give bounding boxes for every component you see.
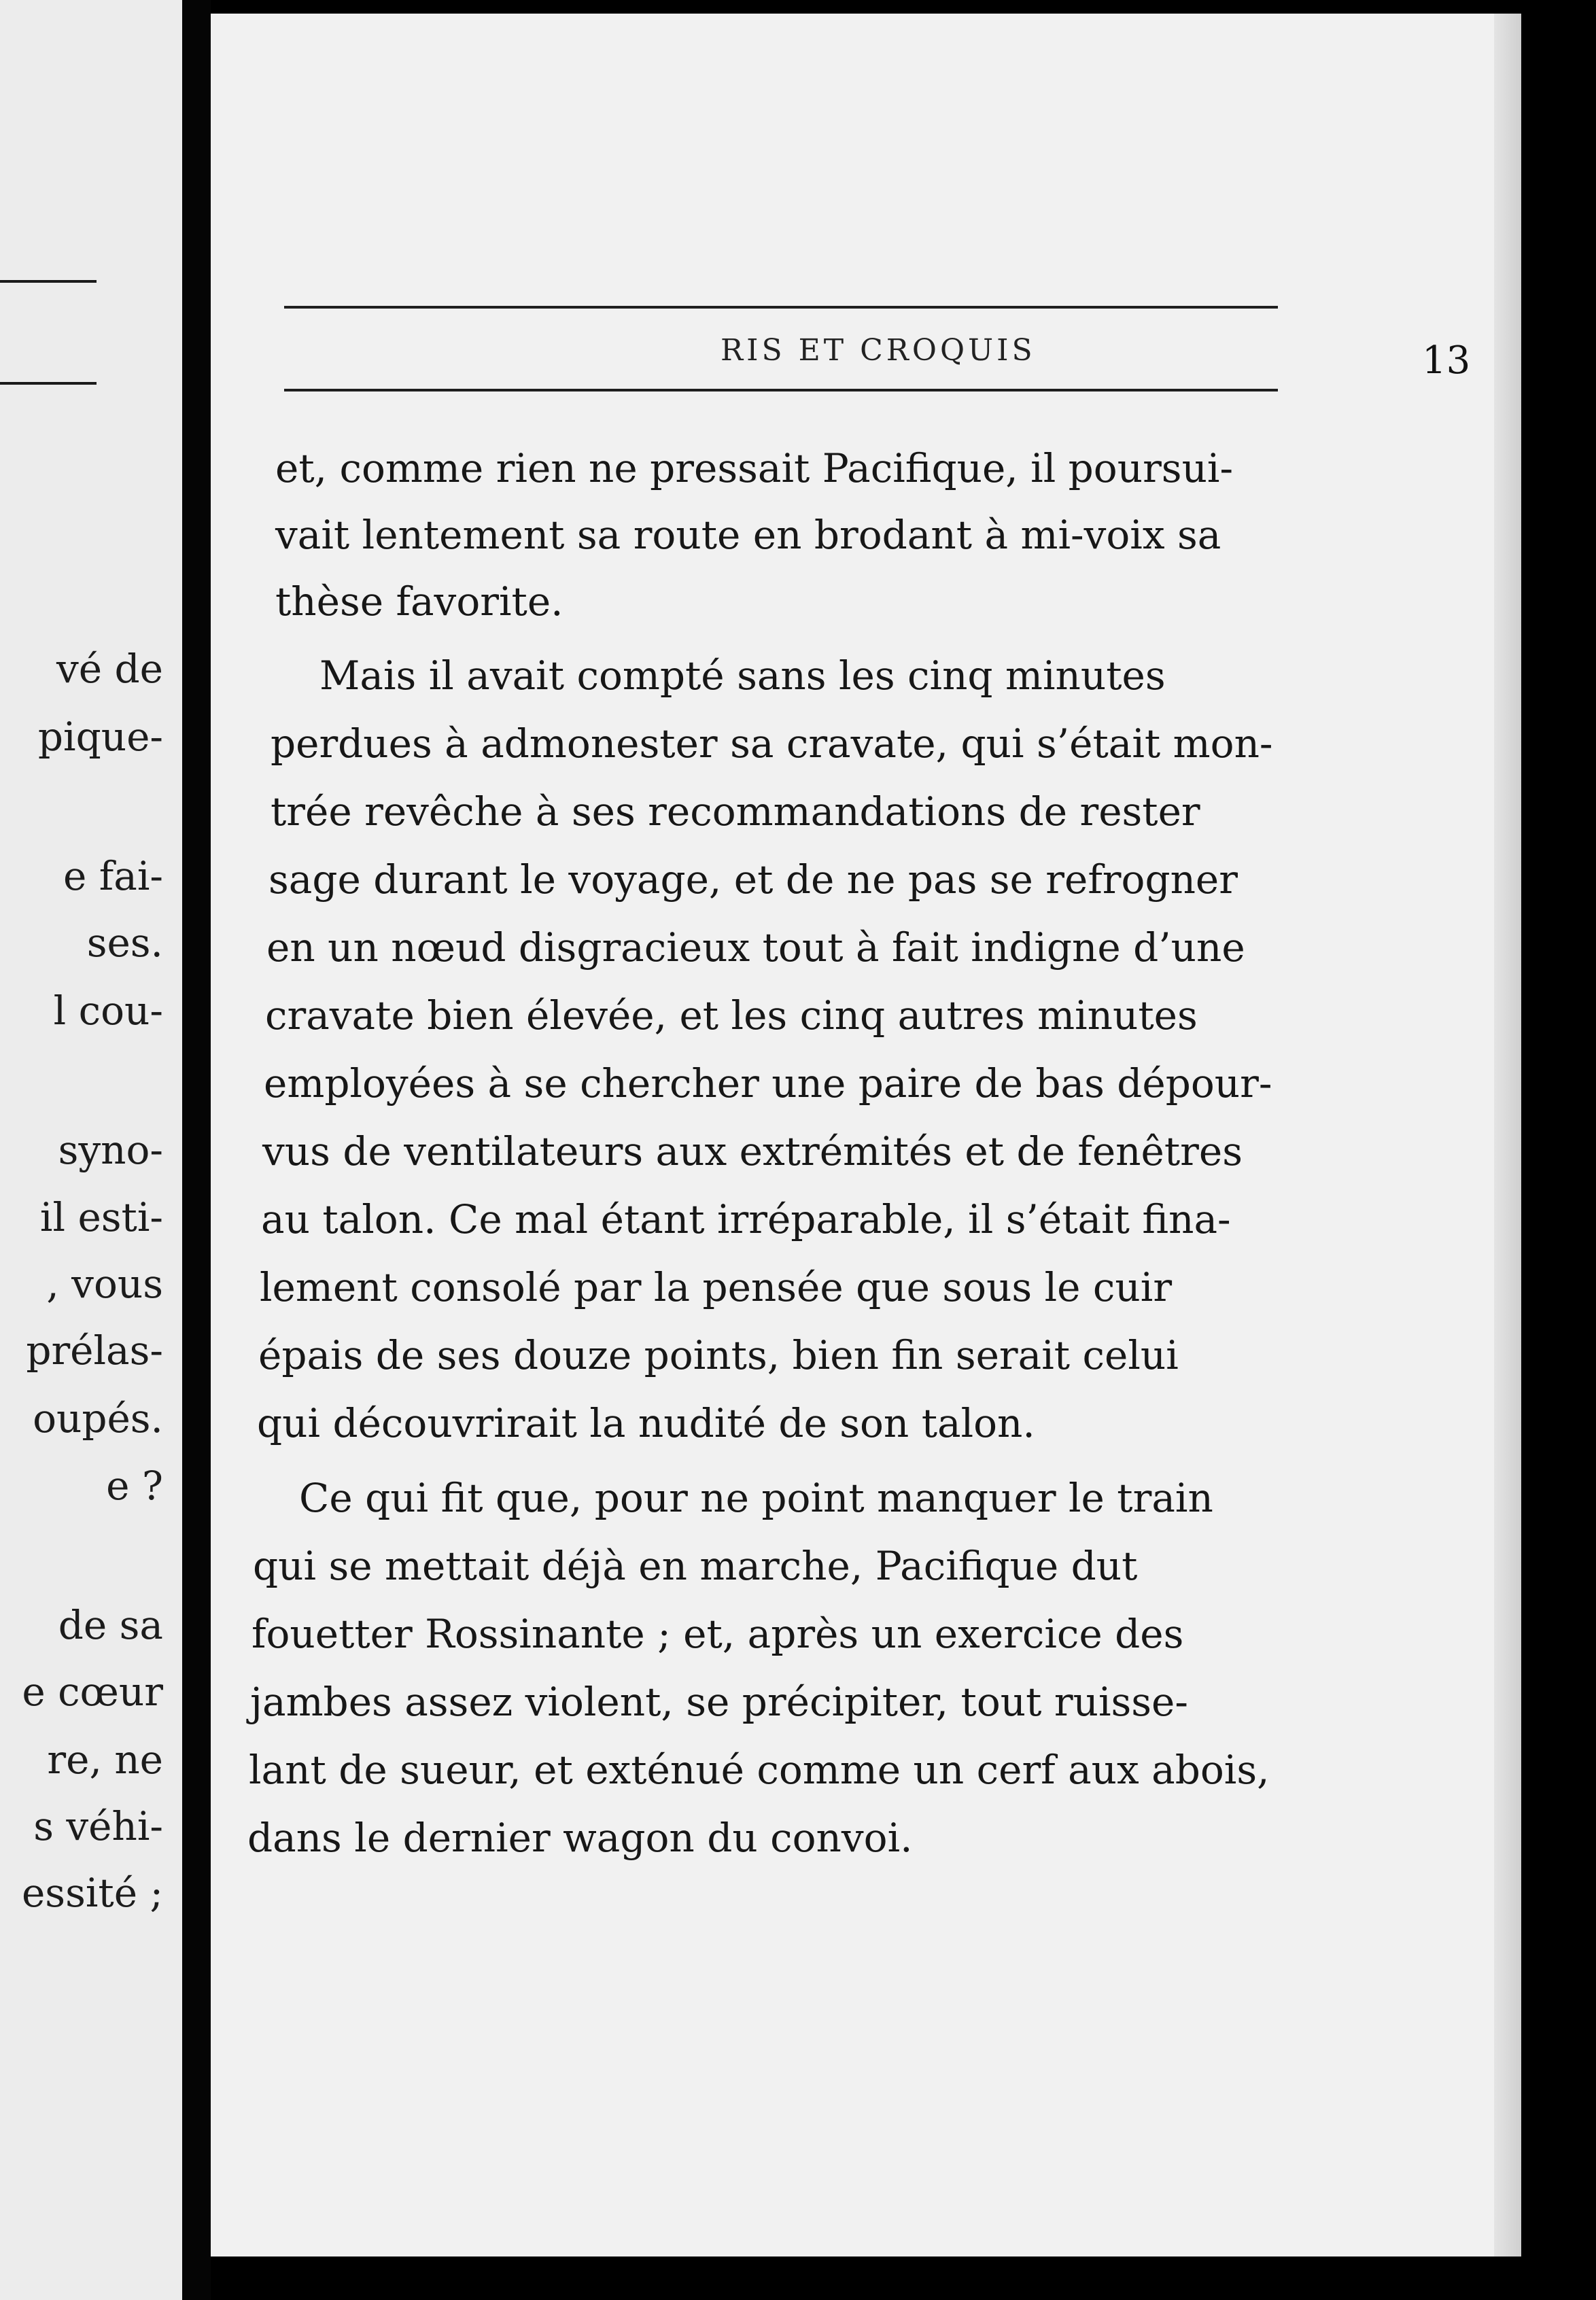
text-line: qui se mettait déjà en marche, Pacifique dut (253, 1543, 1138, 1589)
text-line: thèse favorite. (275, 578, 563, 625)
text-line: lement consolé par la pensée que sous le cuir (260, 1264, 1173, 1310)
text-line: perdues à admonester sa cravate, qui s’était mon- (271, 720, 1273, 767)
previous-page-line: de sa (58, 1602, 163, 1648)
header-bottom-rule (284, 389, 1278, 391)
previous-page-line: syno- (58, 1127, 163, 1173)
previous-page-line: e ? (106, 1463, 163, 1509)
text-line: dans le dernier wagon du convoi. (247, 1815, 913, 1861)
previous-page-line: oupés. (33, 1395, 163, 1442)
text-line: employées à se chercher une paire de bas dépour- (264, 1060, 1272, 1107)
text-line: au talon. Ce mal étant irréparable, il s’était fina- (261, 1196, 1231, 1242)
text-line: sage durant le voyage, et de ne pas se refrogner (268, 856, 1238, 903)
previous-page-line: pique- (37, 714, 163, 760)
previous-page-line: re, ne (47, 1737, 163, 1783)
text-line: épais de ses douze points, bien fin serait celui (258, 1332, 1179, 1378)
previous-page-top-rule (0, 280, 97, 283)
previous-page-line: l cou- (53, 988, 163, 1034)
text-line: vus de ventilateurs aux extrémités et de fenêtres (262, 1128, 1243, 1174)
text-line: lant de sueur, et exténué comme un cerf aux abois, (249, 1747, 1270, 1793)
text-line: jambes assez violent, se précipiter, tout ruisse- (250, 1679, 1188, 1725)
text-line: trée revêche à ses recommandations de rester (271, 788, 1200, 835)
previous-page-line: il esti- (39, 1194, 163, 1240)
previous-page-header-rule (0, 382, 97, 385)
header-top-rule (284, 306, 1278, 309)
text-line: cravate bien élevée, et les cinq autres minutes (265, 992, 1198, 1039)
text-line: en un nœud disgracieux tout à fait indigne d’une (266, 924, 1245, 971)
running-title: RIS ET CROQUIS (721, 333, 1036, 368)
page-number: 13 (1422, 338, 1471, 383)
book-gutter (182, 0, 211, 2300)
previous-page-line: essité ; (21, 1870, 163, 1916)
previous-page-line: e fai- (63, 853, 163, 899)
text-line: fouetter Rossinante ; et, après un exercice des (251, 1611, 1184, 1657)
previous-page-line: , vous (46, 1261, 163, 1307)
book-page (211, 14, 1521, 2257)
previous-page-fragment (0, 0, 182, 2300)
text-line: et, comme rien ne pressait Pacifique, il poursui- (275, 445, 1234, 491)
previous-page-line: prélas- (26, 1327, 163, 1374)
text-line: Mais il avait compté sans les cinq minutes (319, 652, 1166, 699)
text-line: qui découvrirait la nudité de son talon. (257, 1400, 1035, 1446)
page-edge-shadow (1494, 14, 1521, 2257)
previous-page-line: e cœur (22, 1669, 163, 1715)
previous-page-line: ses. (86, 920, 163, 966)
previous-page-line: vé de (56, 646, 163, 692)
previous-page-line: s véhi- (33, 1803, 163, 1849)
text-line: vait lentement sa route en brodant à mi-voix sa (275, 512, 1221, 558)
text-line: Ce qui fit que, pour ne point manquer le train (299, 1475, 1213, 1521)
